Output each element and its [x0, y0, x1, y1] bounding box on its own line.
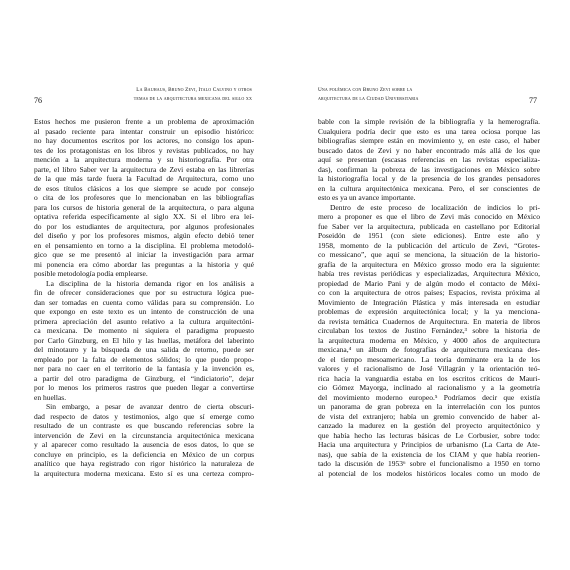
text-line: analítico que haya registrado con rigor histórico la naturaleza de [34, 459, 254, 468]
text-line: bable con la simple revisión de la bibliografía y la hemerografía. [318, 117, 540, 126]
text-line: de vista del extranjero; había un gremio convencido de haber al- [318, 411, 540, 421]
text-line: de el tiempo mesoamericano. La teoría dominante era la de los [318, 354, 540, 364]
text-line: en la cultura arquitectónica mexicana. Pero, el ser conscientes de [318, 183, 540, 193]
text-line: valores y el racionalismo de José Villagrán y la orientación teó- [318, 364, 540, 373]
text-line: no hay documentos escritos por los actores, no consigo los apun- [34, 136, 254, 145]
text-line: Movimiento de Integración Plástica y más interesada en estudiar [318, 297, 540, 307]
text-line: la arquitectura moderna mexicana. Esto sí es una certeza compro- [34, 468, 254, 478]
text-line: primera apreciación del asunto relativo a la cultura arquitectóni- [34, 316, 254, 326]
body-text [318, 117, 540, 478]
text-line: Estos hechos me pusieron frente a un problema de aproximación [34, 117, 254, 126]
text-line: la arquitectura moderna en México, y 4000 años de arquitectura [318, 335, 540, 345]
text-line: Cualquiera podría decir que esto es una tarea ociosa porque las [318, 126, 540, 136]
text-line: a partir del otro paradigma de Ginzburg, el “indiciatorio”, dejar [34, 373, 254, 383]
text-line: tes de los protagonistas en los libros y revistas publicados, no hay [34, 145, 254, 155]
text-line: nas), que sabía de la existencia de los CIAM y que había reorien- [318, 449, 540, 459]
text-line: concluye en principio, es la deficiencia en México de un corpus [34, 449, 254, 459]
text-line: mención a la arquitectura moderna y su historiografía. Por otra [34, 155, 254, 164]
text-line: tado la discusión de 1953⁶ sobre el funcionalismo a 1950 en torno [318, 459, 540, 468]
text-line: do por los estudiantes de arquitectura, por algunos profesionales [34, 221, 254, 231]
text-line: co con la arquitectura de otros países; Espacios, revista próxima al [318, 288, 540, 297]
running-head-line: Una polémica con Bruno Zevi sobre la [318, 87, 413, 93]
text-line: por lo menos los primeros rastros que pueden llegar a convertirse [34, 383, 254, 392]
text-line: mexicana,⁴ un álbum de fotografías de arquitectura mexicana des- [318, 345, 540, 354]
text-line: al potencial de los modelos históricos locales como un modo de [318, 468, 540, 478]
text-line: problemas de expresión arquitectónica local; y la ya menciona- [318, 307, 540, 316]
running-head-line: La Bauhaus, Bruno Zevi, Italo Calvino y otros [136, 87, 252, 93]
text-line: en el pensamiento en torno a la disciplina. El problema metodoló- [34, 240, 254, 250]
text-line: Sin embargo, a pesar de avanzar dentro de cierta obscuri- [46, 402, 254, 411]
running-head-line: temas de la arquitectura mexicana del siglo xx [133, 95, 252, 102]
text-line: cio Gómez Mayorga, inclinado al racionalismo y a la geometría [318, 383, 540, 392]
text-line: del diseño y por los profesores mismos, algún efecto debió tener [34, 231, 254, 240]
text-line: 1958, momento de la publicación del artículo de Zevi, “Grotes- [318, 240, 540, 250]
text-line: o cita de los profesores que lo mencionaban en las bibliografías [34, 193, 254, 202]
text-line: aquí se presentan (escasas referencias en las revistas especializa- [318, 155, 540, 164]
text-line: por Carlo Ginzburg, en El hilo y las huellas, metáfora del laberinto [34, 335, 254, 345]
text-line: de esos títulos clásicos a los que siempre se acude por consejo [34, 183, 254, 193]
text-line: posible metodología podía emplearse. [34, 269, 148, 278]
text-line: ner para no caer en el territorio de la fantasía y la invención es, [34, 364, 254, 373]
text-line: y al aparecer como resultado la ausencia de esos datos, lo que se [34, 440, 254, 449]
body-text [34, 117, 254, 478]
text-line: intervención de Zevi en la circunstancia arquitectónica mexicana [34, 430, 254, 440]
text-line: ca mexicana. De momento ni siquiera el paradigma propuesto [34, 326, 254, 335]
text-line: da revista temática Cuadernos de Arquitectura. En materia de libros [318, 316, 540, 326]
text-line: fin de ofrecer consideraciones que por su estructura lógica pue- [34, 288, 254, 297]
text-line: esto es ya un avance importante. [318, 193, 416, 202]
text-line: que expongo en este texto es un intento de construcción de una [34, 307, 254, 316]
text-line: fue Saber ver la arquitectura, publicada en castellano por Editorial [318, 221, 540, 231]
text-line: había tres revistas periódicas y especializadas, Arquitectura México, [318, 269, 540, 278]
text-line: del minotauro y la búsqueda de una salida de retorno, puede ser [34, 345, 254, 354]
text-line: de la que más tarde fuera la Facultad de Arquitectura, como uno [34, 174, 254, 183]
text-line: Dentro de este proceso de localización de indicios lo pri- [330, 202, 540, 212]
text-line: Hacia una arquitectura y Principios de urbanismo (La Carta de Ate- [318, 440, 540, 449]
text-line: mi ponencia era cómo abordar las preguntas a la historia y qué [34, 259, 254, 269]
text-line: circulaban los textos de Justino Fernández,³ sobre la historia de [318, 326, 540, 335]
text-line: canzado la madurez en la gestión del proyecto arquitectónico y [318, 421, 540, 430]
text-line: La disciplina de la historia demanda rigor en los análisis a [46, 278, 254, 288]
text-line: un panorama de gran pobreza en la interrelación con los puntos [318, 402, 540, 411]
text-line: gico que se me presentó al iniciar la investigación para armar [34, 250, 254, 259]
text-line: Poseidón de 1951 (con siete ediciones). Entre este año y [318, 231, 540, 240]
text-line: co messicano”, que aquí se menciona, la situación de la historio- [318, 250, 540, 259]
text-line: rica hacia la vanguardia estaba en los escritos críticos de Mauri- [318, 373, 540, 383]
text-line: dan ser tomadas en cuenta como válidas para su comprensión. Lo [34, 297, 254, 307]
text-line: parte, el libro Saber ver la arquitectura de Zevi estaba en las librerías [34, 164, 254, 174]
running-head [318, 86, 419, 103]
text-line: para los cursos de historia general de la arquitectura, o para alguna [34, 202, 254, 212]
text-line: en huellas. [34, 392, 67, 402]
running-head [134, 86, 252, 103]
text-line: que había hecho las lecturas básicas de Le Corbusier, sobre todo: [318, 430, 540, 440]
text-line: del movimiento moderno europeo.⁵ Podríamos decir que existía [318, 392, 540, 402]
text-line: optativa referida específicamente al siglo XX. Si el libro era leí- [34, 212, 254, 221]
text-line: al pasado reciente para intentar construir un episodio histórico: [34, 126, 254, 136]
text-line: propiedad de Mario Pani y de algún modo el contacto de Méxi- [318, 278, 540, 288]
text-line: buscado datos de Zevi y no haber encontrado más allá de los que [318, 145, 540, 155]
text-line: la historiografía local y de la presencia de los grandes pensadores [318, 174, 540, 183]
text-line: empleado por la falta de elementos sólidos; lo que puedo propo- [34, 354, 254, 364]
text-line: resultado de un contraste es que buscando referencias sobre la [34, 421, 254, 430]
text-line: bibliografías siempre están en movimiento y, en este caso, el haber [318, 136, 540, 145]
page-number: 76 [34, 96, 42, 105]
text-line: grafía de la arquitectura en México grosso modo era la siguiente: [318, 259, 540, 269]
running-head-line: arquitectura de la Ciudad Universitaria [318, 95, 419, 102]
page-number: 77 [529, 96, 537, 105]
text-line: dad respecto de datos y testimonios, algo que sí emerge como [34, 411, 254, 421]
text-line: mero a proponer es que el libro de Zevi más conocido en México [318, 212, 540, 221]
text-line: das), confirman la pobreza de las investigaciones en México sobre [318, 164, 540, 174]
